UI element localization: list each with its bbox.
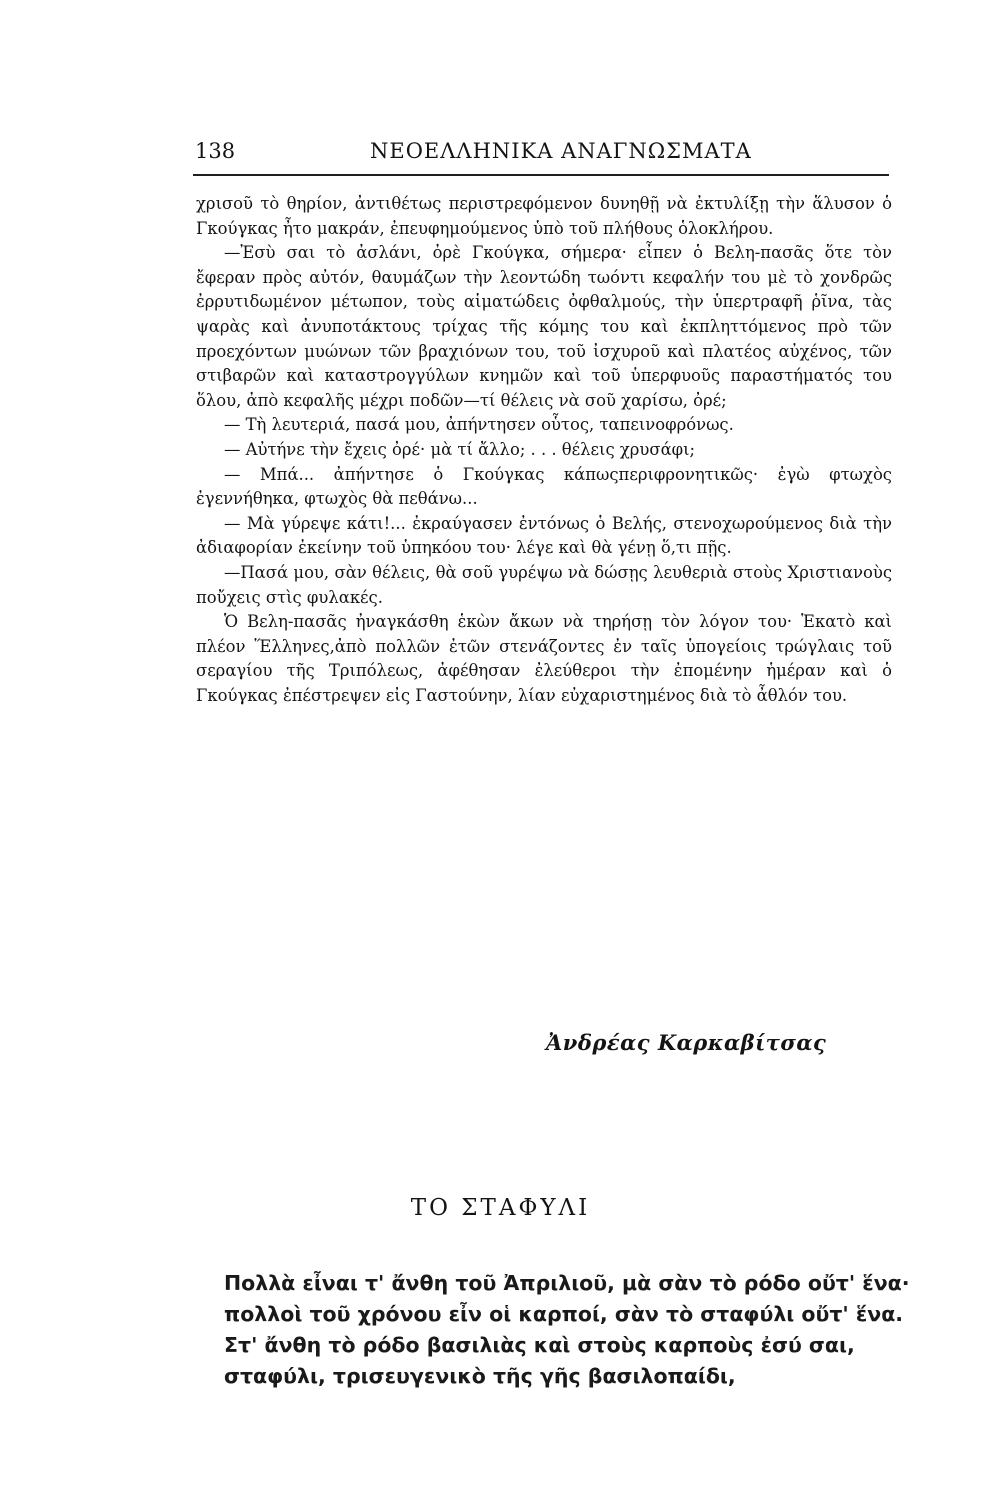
story-paragraph: —Ἐσὺ σαι τὸ ἀσλάνι, ὀρὲ Γκούγκα, σήμερα· εἶπεν ὁ Βελη-πασᾶς ὅτε τὸν ἔφεραν πρὸς αὐτόν, θαυμάζων τὴν λεοντώδη τωόντι κεφαλήν του μὲ τὸ χονδρῶς ἐρρυτιδωμένον μέτωπον, τοὺς αἱματώδεις ὀφθαλμούς, τὴν ὑπερτραφῆ ῥῖνα, τὰς ψαρὰς καὶ ἀνυποτάκτους τρίχας τῆς κόμης του καὶ ἐκπληττόμενος πρὸ τῶν προεχόντων μυώνων τῶν βραχιόνων του, τοῦ ἰσχυροῦ καὶ πλατέος αὐχένος, τῶν στιβαρῶν καὶ καταστρογγύλων κνημῶν καὶ τοῦ ὑπερφυοῦς παραστήματός του ὅλου, ἀπὸ κεφαλῆς μέχρι ποδῶν—τί θέλεις νὰ σοῦ χαρίσω, ὀρέ;: [196, 243, 892, 410]
poem-line: Στ' ἄνθη τὸ ρόδο βασιλιὰς καὶ στοὺς καρποὺς ἐσύ σαι,: [224, 1333, 855, 1357]
poem-line: Πολλὰ εἶναι τ' ἄνθη τοῦ Ἀπριλιοῦ, μὰ σὰν τὸ ρόδο οὔτ' ἕνα·: [224, 1271, 910, 1295]
poem-title: ΤΟ ΣΤΑΦΥΛΙ: [410, 1195, 591, 1221]
header-rule: [193, 174, 889, 176]
poem-stanza: [224, 1268, 910, 1392]
story-text: [196, 192, 892, 708]
story-paragraph: — Μπά... ἀπήντησε ὁ Γκούγκας κάπωςπεριφρονητικῶς· ἐγὼ φτωχὸς ἐγεννήθηκα, φτωχὸς θὰ πεθάνω...: [196, 464, 892, 509]
author-signature: Ἀνδρέας Καρκαβίτσας: [546, 1030, 827, 1055]
page-number: 138: [195, 139, 236, 163]
story-paragraph: Ὁ Βελη-πασᾶς ἠναγκάσθη ἑκὼν ἄκων νὰ τηρήσῃ τὸν λόγον του· Ἑκατὸ καὶ πλέον Ἕλληνες,ἀπὸ πολλῶν ἐτῶν στενάζοντες ἐν ταῖς ὑπογείοις τρώγλαις τοῦ σεραγίου τῆς Τριπόλεως, ἀφέθησαν ἐλεύθεροι τὴν ἐπομένην ἡμέραν καὶ ὁ Γκούγκας ἐπέστρεψεν εἰς Γαστούνην, λίαν εὐχαριστημένος διὰ τὸ ἆθλόν του.: [196, 612, 892, 705]
story-paragraph: — Αὐτήνε τὴν ἔχεις ὀρέ· μὰ τί ἄλλο; . . . θέλεις χρυσάφι;: [224, 439, 696, 459]
story-paragraph: — Μὰ γύρεψε κάτι!... ἐκραύγασεν ἐντόνως ὁ Βελής, στενοχωρούμενος διὰ τὴν ἀδιαφορίαν ἐκείνην τοῦ ὑπηκόου του· λέγε καὶ θὰ γένῃ ὅ,τι πῇς.: [196, 513, 892, 558]
running-title: ΝΕΟΕΛΛΗΝΙΚΑ ΑΝΑΓΝΩΣΜΑΤΑ: [370, 139, 752, 163]
story-paragraph: —Πασά μου, σὰν θέλεις, θὰ σοῦ γυρέψω νὰ δώσῃς λευθεριὰ στοὺς Χριστιανοὺς ποὔχεις στὶς φυλακές.: [196, 562, 892, 607]
story-paragraph: — Τὴ λευτεριά, πασά μου, ἀπήντησεν οὗτος, ταπεινοφρόνως.: [224, 415, 734, 435]
poem-line: πολλοὶ τοῦ χρόνου εἶν οἱ καρποί, σὰν τὸ σταφύλι οὔτ' ἕνα.: [224, 1302, 904, 1326]
story-paragraph: χρισοῦ τὸ θηρίον, ἀντιθέτως περιστρεφόμενον δυνηθῇ νὰ ἐκτυλίξῃ τὴν ἅλυσον ὁ Γκούγκας ἦτο μακράν, ἐπευφημούμενος ὑπὸ τοῦ πλήθους ὁλοκλήρου.: [196, 194, 892, 238]
poem-line: σταφύλι, τρισευγενικὸ τῆς γῆς βασιλοπαίδι,: [224, 1364, 736, 1388]
